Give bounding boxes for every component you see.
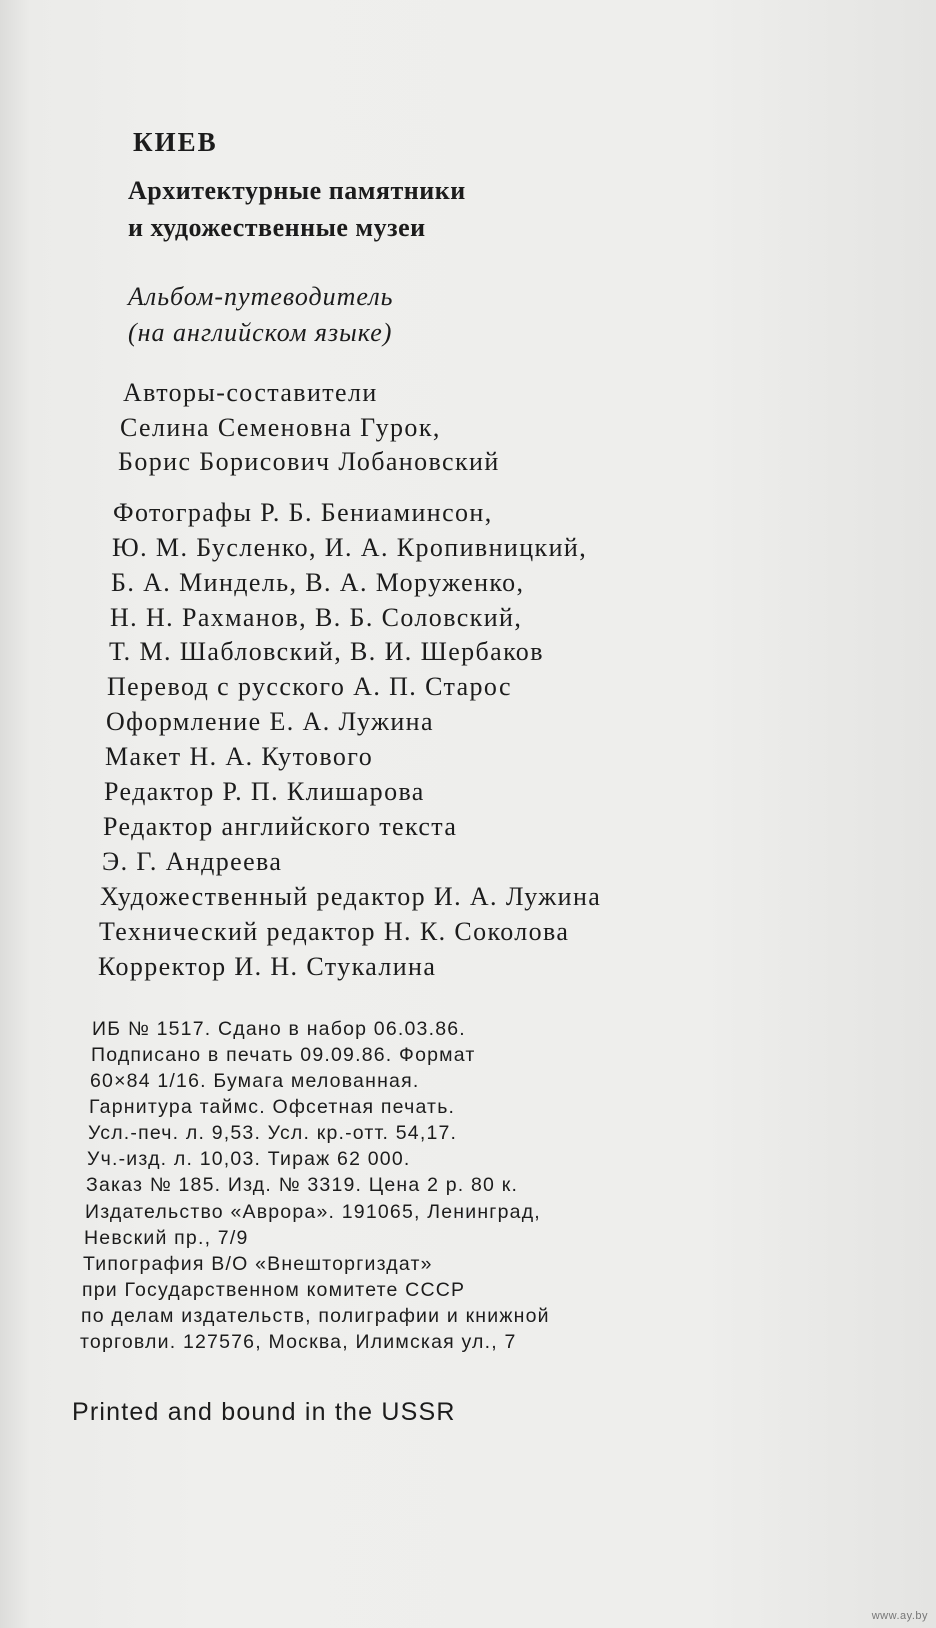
imprint-line: Издательство «Аврора». 191065, Ленинград,: [85, 1201, 541, 1223]
credit-line: Редактор Р. П. Клишарова: [104, 777, 425, 806]
subtitle-line-2: и художественные музеи: [128, 213, 426, 242]
credit-line: Б. А. Миндель, В. А. Моруженко,: [111, 568, 525, 597]
credit-line: Н. Н. Рахманов, В. Б. Соловский,: [110, 603, 523, 632]
author-1: Селина Семеновна Гурок,: [120, 413, 441, 442]
imprint-line: Заказ № 185. Изд. № 3319. Цена 2 р. 80 к.: [86, 1174, 519, 1196]
imprint-line: ИБ № 1517. Сдано в набор 06.03.86.: [92, 1018, 466, 1040]
imprint-line: Подписано в печать 09.09.86. Формат: [91, 1044, 476, 1066]
watermark: www.ay.by: [871, 1610, 928, 1622]
credit-line: Художественный редактор И. А. Лужина: [100, 882, 602, 911]
imprint-line: Типография В/О «Внешторгиздат»: [83, 1253, 433, 1275]
imprint-line: при Государственном комитете СССР: [82, 1279, 466, 1301]
credit-line: Перевод с русского А. П. Старос: [107, 672, 512, 701]
author-2: Борис Борисович Лобановский: [118, 447, 500, 476]
imprint-line: Уч.-изд. л. 10,03. Тираж 62 000.: [87, 1148, 411, 1170]
credit-line: Корректор И. Н. Стукалина: [98, 952, 437, 981]
imprint-line: Невский пр., 7/9: [84, 1227, 249, 1249]
credit-line: Оформление Е. А. Лужина: [106, 707, 434, 736]
credit-line: Макет Н. А. Кутового: [105, 742, 374, 771]
imprint-line: Усл.-печ. л. 9,53. Усл. кр.-отт. 54,17.: [88, 1122, 458, 1144]
credit-line: Редактор английского текста: [103, 812, 458, 841]
subtitle-line-1: Архитектурные памятники: [128, 176, 466, 205]
genre-line-2: (на английском языке): [128, 318, 393, 347]
credit-line: Ю. М. Бусленко, И. А. Кропивницкий,: [112, 533, 588, 562]
credit-line: Э. Г. Андреева: [102, 847, 283, 876]
imprint-line: Гарнитура таймс. Офсетная печать.: [89, 1096, 456, 1118]
imprint-line: по делам издательств, полиграфии и книжной: [81, 1305, 550, 1327]
authors-label: Авторы-составители: [123, 378, 378, 407]
printed-notice: Printed and bound in the USSR: [72, 1398, 456, 1426]
genre-line-1: Альбом-путеводитель: [128, 282, 394, 311]
credit-line: Фотографы Р. Б. Бениаминсон,: [113, 498, 493, 527]
imprint-line: торговли. 127576, Москва, Илимская ул., 7: [80, 1331, 517, 1353]
credit-line: Технический редактор Н. К. Соколова: [99, 917, 570, 946]
imprint-line: 60×84 1/16. Бумага мелованная.: [90, 1070, 420, 1092]
book-title: КИЕВ: [133, 127, 218, 157]
credit-line: Т. М. Шабловский, В. И. Шербаков: [109, 637, 544, 666]
